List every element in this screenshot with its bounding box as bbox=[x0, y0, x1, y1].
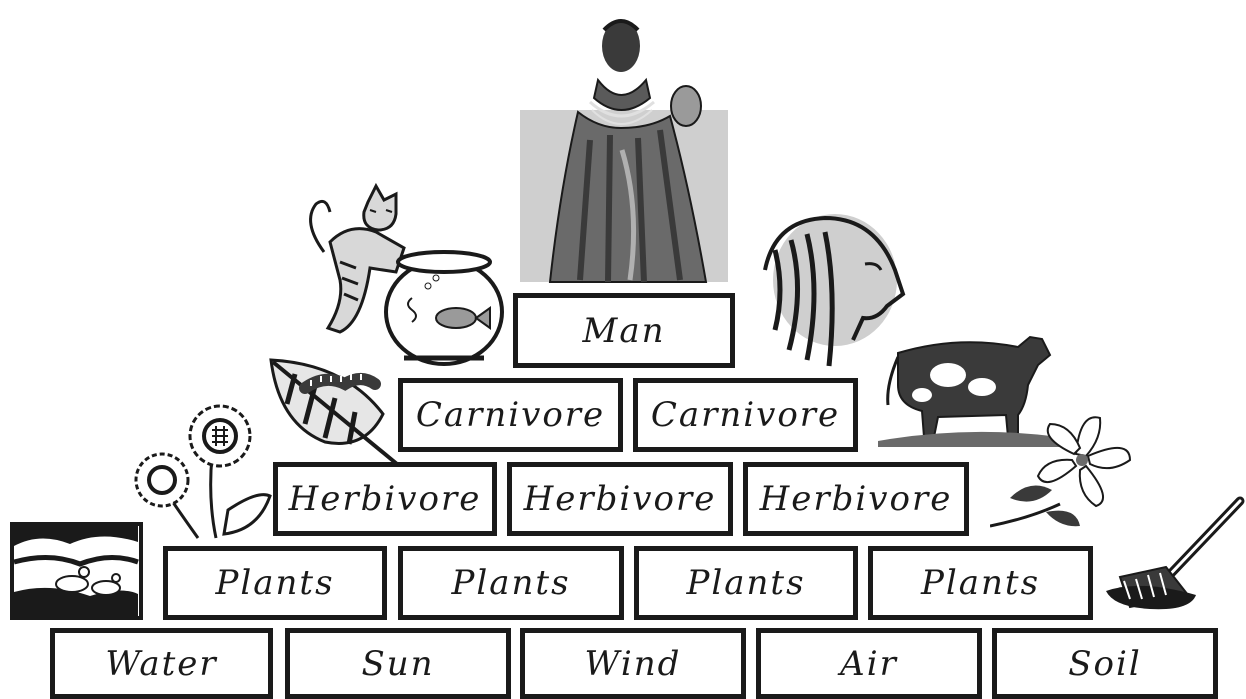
brick-herbivore-1: Herbivore bbox=[273, 462, 497, 536]
person-illustration bbox=[520, 10, 730, 285]
brick-carnivore-2: Carnivore bbox=[633, 378, 858, 452]
cat-fishbowl-illustration bbox=[300, 182, 505, 368]
brick-plants-3: Plants bbox=[634, 546, 858, 620]
brick-sun: Sun bbox=[285, 628, 511, 699]
brick-air: Air bbox=[756, 628, 982, 699]
brick-plants-2: Plants bbox=[398, 546, 624, 620]
brick-water: Water bbox=[50, 628, 273, 699]
brick-plants-4: Plants bbox=[868, 546, 1093, 620]
brick-man: Man bbox=[513, 293, 735, 368]
brick-plants-1: Plants bbox=[163, 546, 387, 620]
brick-carnivore-1: Carnivore bbox=[398, 378, 623, 452]
brick-soil: Soil bbox=[992, 628, 1218, 699]
ducks-landscape-illustration bbox=[10, 522, 143, 620]
rake-illustration bbox=[1100, 495, 1246, 615]
sunflowers-illustration bbox=[128, 400, 273, 540]
brick-herbivore-2: Herbivore bbox=[507, 462, 733, 536]
caterpillar-leaf-illustration bbox=[265, 354, 405, 469]
brick-herbivore-3: Herbivore bbox=[743, 462, 969, 536]
brick-wind: Wind bbox=[520, 628, 746, 699]
